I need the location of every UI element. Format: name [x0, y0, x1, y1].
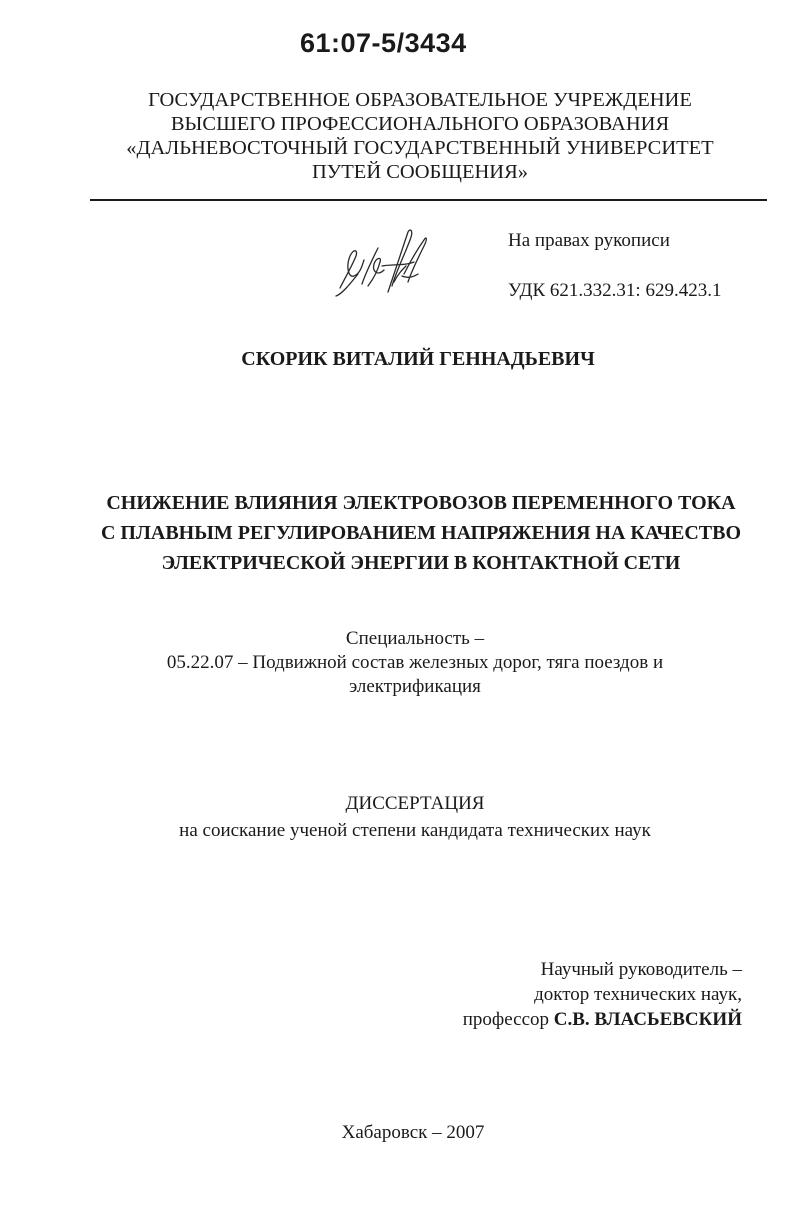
institution-name — [0, 88, 796, 184]
place-year: Хабаровск – 2007 — [341, 1122, 485, 1143]
institution-line: «ДАЛЬНЕВОСТОЧНЫЙ ГОСУДАРСТВЕННЫЙ УНИВЕРСИТЕТ — [126, 137, 714, 159]
supervisor-block — [463, 957, 742, 1032]
supervisor-name: С.В. ВЛАСЬЕВСКИЙ — [553, 1009, 742, 1030]
title-line: СНИЖЕНИЕ ВЛИЯНИЯ ЭЛЕКТРОВОЗОВ ПЕРЕМЕННОГО ТОКА — [106, 492, 736, 514]
document-type: ДИССЕРТАЦИЯ — [345, 793, 485, 814]
archive-code: 61:07-5/3434 — [300, 28, 467, 58]
handwritten-signature — [332, 226, 432, 302]
udk-code: УДК 621.332.31: 629.423.1 — [508, 280, 722, 301]
degree-block — [0, 790, 796, 844]
header-divider — [90, 199, 767, 201]
institution-line: ВЫСШЕГО ПРОФЕССИОНАЛЬНОГО ОБРАЗОВАНИЯ — [170, 113, 670, 135]
title-line: С ПЛАВНЫМ РЕГУЛИРОВАНИЕМ НАПРЯЖЕНИЯ НА КАЧЕСТВО — [100, 522, 742, 544]
institution-line: ПУТЕЙ СООБЩЕНИЯ» — [311, 161, 529, 183]
specialty-code-continued: электрификация — [349, 676, 481, 697]
supervisor-degree: доктор технических наук, — [534, 984, 742, 1005]
supervisor-role: Научный руководитель – — [540, 959, 742, 980]
author-name: СКОРИК ВИТАЛИЙ ГЕННАДЬЕВИЧ — [241, 348, 595, 370]
specialty-block — [0, 627, 796, 699]
degree-purpose: на соискание ученой степени кандидата технических наук — [179, 820, 651, 841]
specialty-label: Специальность – — [345, 628, 485, 649]
institution-line: ГОСУДАРСТВЕННОЕ ОБРАЗОВАТЕЛЬНОЕ УЧРЕЖДЕНИЕ — [148, 89, 692, 111]
title-line: ЭЛЕКТРИЧЕСКОЙ ЭНЕРГИИ В КОНТАКТНОЙ СЕТИ — [161, 552, 681, 574]
dissertation-title — [0, 488, 796, 578]
specialty-code: 05.22.07 – Подвижной состав железных дорог, тяга поездов и — [166, 652, 664, 673]
supervisor-title: профессор — [462, 1009, 550, 1030]
supervisor-line — [463, 1007, 742, 1032]
rights-note: На правах рукописи — [508, 230, 670, 251]
